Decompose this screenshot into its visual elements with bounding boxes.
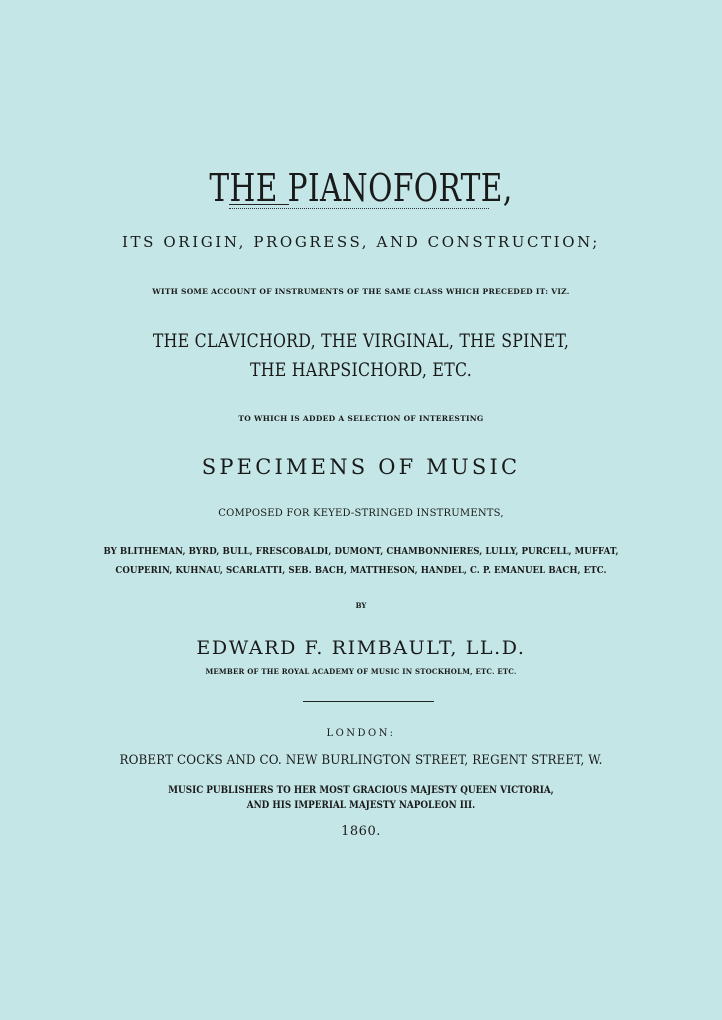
imprint-publisher: ROBERT COCKS AND CO. NEW BURLINGTON STREET, REGENT STREET, W. bbox=[119, 753, 603, 768]
account-line: WITH SOME ACCOUNT OF INSTRUMENTS OF THE SAME CLASS WHICH PRECEDED IT: VIZ. bbox=[152, 287, 570, 296]
instruments-line-2: THE HARPSICHORD, ETC. bbox=[250, 359, 472, 381]
instruments-line-1: THE CLAVICHORD, THE VIRGINAL, THE SPINET, bbox=[152, 330, 570, 352]
publication-year: 1860. bbox=[341, 824, 381, 839]
composers-line-2: COUPERIN, KUHNAU, SCARLATTI, SEB. BACH, MATTHESON, HANDEL, C. P. EMANUEL BACH, ETC. bbox=[115, 565, 607, 576]
book-subtitle: ITS ORIGIN, PROGRESS, AND CONSTRUCTION; bbox=[122, 233, 600, 251]
added-line: TO WHICH IS ADDED A SELECTION OF INTERESTING bbox=[238, 414, 484, 423]
title-dotted-rule bbox=[229, 208, 489, 209]
title-underline bbox=[229, 204, 289, 205]
author-name: EDWARD F. RIMBAULT, LL.D. bbox=[196, 637, 526, 659]
music-publisher-line-2: AND HIS IMPERIAL MAJESTY NAPOLEON III. bbox=[246, 800, 476, 811]
composed-line: COMPOSED FOR KEYED-STRINGED INSTRUMENTS, bbox=[218, 508, 504, 519]
by-line: BY bbox=[355, 601, 367, 610]
imprint-city: LONDON: bbox=[326, 728, 396, 739]
music-publisher-line-1: MUSIC PUBLISHERS TO HER MOST GRACIOUS MAJESTY QUEEN VICTORIA, bbox=[168, 785, 554, 796]
specimens-heading: SPECIMENS OF MUSIC bbox=[201, 455, 521, 479]
book-title: THE PIANOFORTE, bbox=[209, 166, 513, 210]
composers-line-1: BY BLITHEMAN, BYRD, BULL, FRESCOBALDI, DUMONT, CHAMBONNIERES, LULLY, PURCELL, MUFFAT, bbox=[103, 546, 619, 557]
section-divider bbox=[303, 701, 434, 702]
member-line: MEMBER OF THE ROYAL ACADEMY OF MUSIC IN STOCKHOLM, ETC. ETC. bbox=[205, 667, 517, 676]
